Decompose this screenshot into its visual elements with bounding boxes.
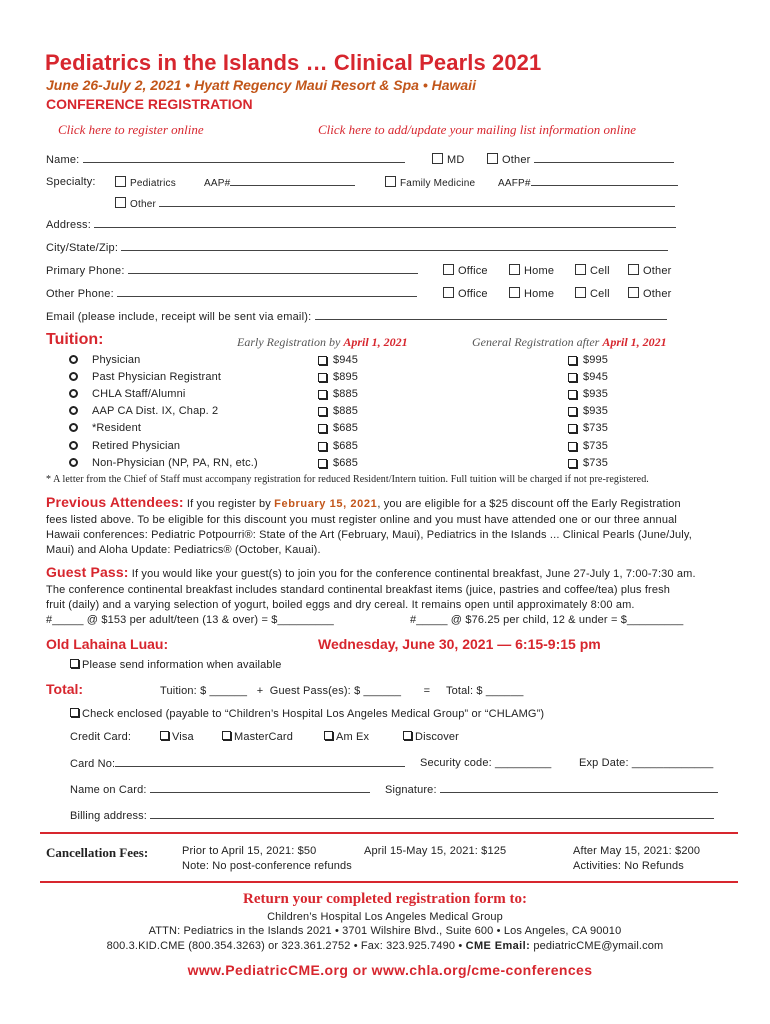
specialty-other-group <box>115 197 675 210</box>
exp-date-field[interactable]: Exp Date: _____________ <box>579 757 714 769</box>
early-price-checkbox[interactable] <box>318 373 327 382</box>
general-price: $995 <box>583 354 609 366</box>
early-price: $685 <box>333 456 359 469</box>
email-label: Email (please include, receipt will be sent via email): <box>46 311 312 323</box>
other-degree-input[interactable] <box>534 153 674 163</box>
specialty-label: Specialty: <box>46 176 96 188</box>
card-visa <box>160 731 194 743</box>
early-price-checkbox[interactable] <box>318 459 327 468</box>
primary-phone-home-checkbox[interactable] <box>509 264 520 275</box>
primary-phone-row <box>46 264 418 277</box>
tuition-radio[interactable] <box>69 372 78 381</box>
previous-line4: Maui) and Aloha Update: Pediatrics® (October, Kauai). <box>46 544 321 556</box>
other-phone-office-checkbox[interactable] <box>443 287 454 298</box>
divider-bottom <box>40 881 738 883</box>
primary-phone-office <box>443 264 488 277</box>
other-degree-label: Other <box>502 154 531 166</box>
specialty-other-checkbox[interactable] <box>115 197 126 208</box>
cancellation-col2-line1: April 15-May 15, 2021: $125 <box>364 845 507 857</box>
billing-address-input[interactable] <box>150 809 714 819</box>
general-price-checkbox[interactable] <box>568 424 577 433</box>
return-org: Children’s Hospital Los Angeles Medical Group <box>267 911 503 923</box>
websites-link[interactable]: www.PediatricCME.org or www.chla.org/cme-conferences <box>187 962 593 978</box>
phone-type-label: Cell <box>590 288 610 300</box>
tuition-category: AAP CA Dist. IX, Chap. 2 <box>92 405 219 418</box>
primary-phone-input[interactable] <box>128 264 418 274</box>
cancellation-col1-line1: Prior to April 15, 2021: $50 <box>182 845 317 857</box>
card-no-row <box>70 757 405 770</box>
general-registration-header <box>472 335 667 350</box>
phone-type-label: Home <box>524 265 555 277</box>
specialty-other-label: Other <box>130 199 157 210</box>
address-row <box>46 218 676 231</box>
specialty-other-input[interactable] <box>159 197 675 207</box>
early-price: $885 <box>333 405 359 418</box>
guest-pass-line1 <box>46 564 696 580</box>
luau-info-label: Please send information when available <box>82 659 282 671</box>
signature-row <box>385 783 718 796</box>
discover-checkbox[interactable] <box>403 731 412 740</box>
early-registration-header <box>237 335 408 350</box>
visa-checkbox[interactable] <box>160 731 169 740</box>
guest-child-field[interactable]: #_____ @ $76.25 per child, 12 & under = $_________ <box>410 614 684 626</box>
primary-phone-cell-checkbox[interactable] <box>575 264 586 275</box>
city-input[interactable] <box>121 241 668 251</box>
early-price: $945 <box>333 354 359 366</box>
tuition-radio[interactable] <box>69 423 78 432</box>
signature-input[interactable] <box>440 783 718 793</box>
cancellation-col1-line2: Note: No post-conference refunds <box>182 860 352 872</box>
luau-info-group <box>70 659 282 671</box>
previous-text-a: If you register by <box>186 498 271 510</box>
other-degree-group <box>487 153 674 166</box>
phone-type-label: Home <box>524 288 555 300</box>
other-degree-checkbox[interactable] <box>487 153 498 164</box>
tuition-radio[interactable] <box>69 355 78 364</box>
previous-line3: Hawaii conferences: Pediatric Potpourri®: State of the Art (February, Maui), Pediatrics in the Islands ... Clinical Pearls (June/July, <box>46 529 692 541</box>
tuition-radio[interactable] <box>69 441 78 450</box>
tuition-radio[interactable] <box>69 406 78 415</box>
return-contact <box>0 940 770 952</box>
aafp-label: AAFP# <box>498 178 531 189</box>
other-phone-label: Other Phone: <box>46 288 114 300</box>
city-label: City/State/Zip: <box>46 242 119 254</box>
early-price: $895 <box>333 371 359 384</box>
security-code-field[interactable]: Security code: _________ <box>420 757 552 769</box>
city-row <box>46 241 668 254</box>
name-on-card-label: Name on Card: <box>70 784 147 796</box>
general-price: $735 <box>583 439 609 452</box>
primary-phone-office-checkbox[interactable] <box>443 264 454 275</box>
guest-adult-field[interactable]: #_____ @ $153 per adult/teen (13 & over) = $_________ <box>46 614 334 626</box>
early-date: April 1, 2021 <box>343 335 408 349</box>
phone-type-label: Cell <box>590 265 610 277</box>
primary-phone-home <box>509 264 554 277</box>
card-no-input[interactable] <box>115 757 405 767</box>
pediatrics-group <box>115 176 176 189</box>
general-price: $935 <box>583 388 609 401</box>
mailing-list-link[interactable]: Click here to add/update your mailing list information online <box>318 122 636 137</box>
other-phone-other <box>628 287 672 300</box>
card-amex <box>324 731 369 743</box>
other-phone-cell-checkbox[interactable] <box>575 287 586 298</box>
md-label: MD <box>447 154 465 166</box>
family-medicine-group <box>385 176 475 189</box>
name-on-card-input[interactable] <box>150 783 370 793</box>
guest-line3: fruit (daily) and a varying selection of yogurt, boiled eggs and dry cereal. It remains open until approximately 8:00 am. <box>46 599 635 611</box>
early-price: $685 <box>333 422 359 435</box>
name-input[interactable] <box>83 153 405 163</box>
other-phone-cell <box>575 287 610 300</box>
general-price-checkbox[interactable] <box>568 390 577 399</box>
phone-type-label: Other <box>643 265 672 277</box>
cme-email-link[interactable]: pediatricCME@ymail.com <box>533 940 664 952</box>
previous-deadline: February 15, 2021 <box>274 498 378 510</box>
primary-phone-cell <box>575 264 610 277</box>
tuition-category: Retired Physician <box>92 439 181 452</box>
check-enclosed-checkbox[interactable] <box>70 708 79 717</box>
email-input[interactable] <box>315 310 667 320</box>
family-medicine-checkbox[interactable] <box>385 176 396 187</box>
mastercard-checkbox[interactable] <box>222 731 231 740</box>
signature-label: Signature: <box>385 784 437 796</box>
phone-type-label: Office <box>458 288 488 300</box>
aafp-input[interactable] <box>531 176 678 186</box>
tuition-category: Physician <box>92 354 141 366</box>
general-price-checkbox[interactable] <box>568 407 577 416</box>
general-price: $935 <box>583 405 609 418</box>
credit-card-label: Credit Card: <box>70 731 132 743</box>
early-price: $685 <box>333 439 359 452</box>
billing-address-row <box>70 809 714 822</box>
card-discover <box>403 731 459 743</box>
section-heading: CONFERENCE REGISTRATION <box>46 96 253 112</box>
phone-type-label: Other <box>643 288 672 300</box>
other-phone-input[interactable] <box>117 287 417 297</box>
cancellation-col3-line1: After May 15, 2021: $200 <box>573 845 701 857</box>
primary-phone-other <box>628 264 672 277</box>
early-price-checkbox[interactable] <box>318 407 327 416</box>
general-date: April 1, 2021 <box>602 335 667 349</box>
general-price-checkbox[interactable] <box>568 373 577 382</box>
other-phone-home <box>509 287 554 300</box>
divider-top <box>40 832 738 834</box>
guest-line2: The conference continental breakfast includes standard continental breakfast items (juice, pastries and coffee/tea) plus fresh <box>46 584 671 596</box>
early-price-checkbox[interactable] <box>318 442 327 451</box>
card-label: Am Ex <box>336 731 370 743</box>
early-price-checkbox[interactable] <box>318 390 327 399</box>
previous-attendees-line1 <box>46 494 681 510</box>
luau-heading: Old Lahaina Luau: <box>46 636 169 652</box>
card-label: Visa <box>172 731 194 743</box>
return-phones: 800.3.KID.CME (800.354.3263) or 323.361.2752 • Fax: 323.925.7490 • <box>106 940 463 952</box>
aafp-group <box>498 176 678 189</box>
previous-attendees-heading: Previous Attendees: <box>46 494 184 510</box>
aap-input[interactable] <box>230 176 355 186</box>
other-phone-office <box>443 287 488 300</box>
primary-phone-label: Primary Phone: <box>46 265 125 277</box>
event-subtitle: June 26-July 2, 2021 • Hyatt Regency Maui Resort & Spa • Hawaii <box>46 77 476 93</box>
general-label: General Registration after <box>472 335 600 349</box>
tuition-category: CHLA Staff/Alumni <box>92 388 186 401</box>
aap-group <box>204 176 355 189</box>
tuition-radio[interactable] <box>69 389 78 398</box>
total-calc-fields[interactable]: Tuition: $ ______ + Guest Pass(es): $ ______ = Total: $ ______ <box>160 685 524 697</box>
guest-pass-heading: Guest Pass: <box>46 564 129 580</box>
pediatrics-checkbox[interactable] <box>115 176 126 187</box>
card-no-label: Card No: <box>70 758 116 770</box>
name-on-card-row <box>70 783 370 796</box>
return-address: ATTN: Pediatrics in the Islands 2021 • 3701 Wilshire Blvd., Suite 600 • Los Angeles, CA 90010 <box>148 925 622 937</box>
general-price-checkbox[interactable] <box>568 356 577 365</box>
card-mastercard <box>222 731 293 743</box>
md-checkbox[interactable] <box>432 153 443 164</box>
amex-checkbox[interactable] <box>324 731 333 740</box>
register-online-link[interactable]: Click here to register online <box>58 122 204 137</box>
early-label: Early Registration by <box>237 335 341 349</box>
phone-type-label: Office <box>458 265 488 277</box>
tuition-category: *Resident <box>92 422 142 435</box>
billing-address-label: Billing address: <box>70 810 147 822</box>
card-label: MasterCard <box>234 731 293 743</box>
return-heading: Return your completed registration form to: <box>243 891 527 907</box>
address-label: Address: <box>46 219 92 231</box>
cme-email-label: CME Email: <box>465 940 531 952</box>
tuition-radio[interactable] <box>69 458 78 467</box>
general-price-checkbox[interactable] <box>568 442 577 451</box>
page-title: Pediatrics in the Islands … Clinical Pearls 2021 <box>45 50 542 75</box>
general-price: $735 <box>583 422 609 435</box>
other-phone-other-checkbox[interactable] <box>628 287 639 298</box>
check-enclosed-label: Check enclosed (payable to “Children’s Hospital Los Angeles Medical Group” or “CHLAMG”) <box>82 708 545 720</box>
other-phone-home-checkbox[interactable] <box>509 287 520 298</box>
early-price-checkbox[interactable] <box>318 356 327 365</box>
general-price: $735 <box>583 456 609 469</box>
cancellation-col3-line2: Activities: No Refunds <box>573 860 684 872</box>
tuition-category: Past Physician Registrant <box>92 371 222 384</box>
luau-date: Wednesday, June 30, 2021 — 6:15-9:15 pm <box>318 636 601 652</box>
md-checkbox-group <box>432 153 465 166</box>
family-medicine-label: Family Medicine <box>400 178 476 189</box>
name-label: Name: <box>46 154 80 166</box>
early-price: $885 <box>333 388 359 401</box>
total-heading: Total: <box>46 681 84 697</box>
pediatrics-label: Pediatrics <box>130 178 176 189</box>
tuition-category: Non-Physician (NP, PA, RN, etc.) <box>92 456 258 469</box>
general-price-checkbox[interactable] <box>568 459 577 468</box>
tuition-footnote: * A letter from the Chief of Staff must accompany registration for reduced Resident/Intern tuition. Full tuition will be charged if not pre-registered. <box>46 474 649 485</box>
name-row <box>46 153 405 166</box>
tuition-heading: Tuition: <box>46 331 104 348</box>
address-input[interactable] <box>94 218 676 228</box>
other-phone-row <box>46 287 417 300</box>
previous-line2: fees listed above. To be eligible for this discount you must register online and you must have attended one or our three annual <box>46 514 677 526</box>
primary-phone-other-checkbox[interactable] <box>628 264 639 275</box>
guest-line1-text: If you would like your guest(s) to join you for the conference continental breakfast, June 27-July 1, 7:00-7:30 am. <box>131 568 696 580</box>
cancellation-heading: Cancellation Fees: <box>46 845 149 860</box>
general-price: $945 <box>583 371 609 384</box>
check-enclosed-group <box>70 708 544 720</box>
luau-info-checkbox[interactable] <box>70 659 79 668</box>
aap-label: AAP# <box>204 178 231 189</box>
email-row <box>46 310 667 323</box>
card-label: Discover <box>415 731 459 743</box>
previous-text-b: , you are eligible for a $25 discount off the Early Registration <box>377 498 681 510</box>
early-price-checkbox[interactable] <box>318 424 327 433</box>
